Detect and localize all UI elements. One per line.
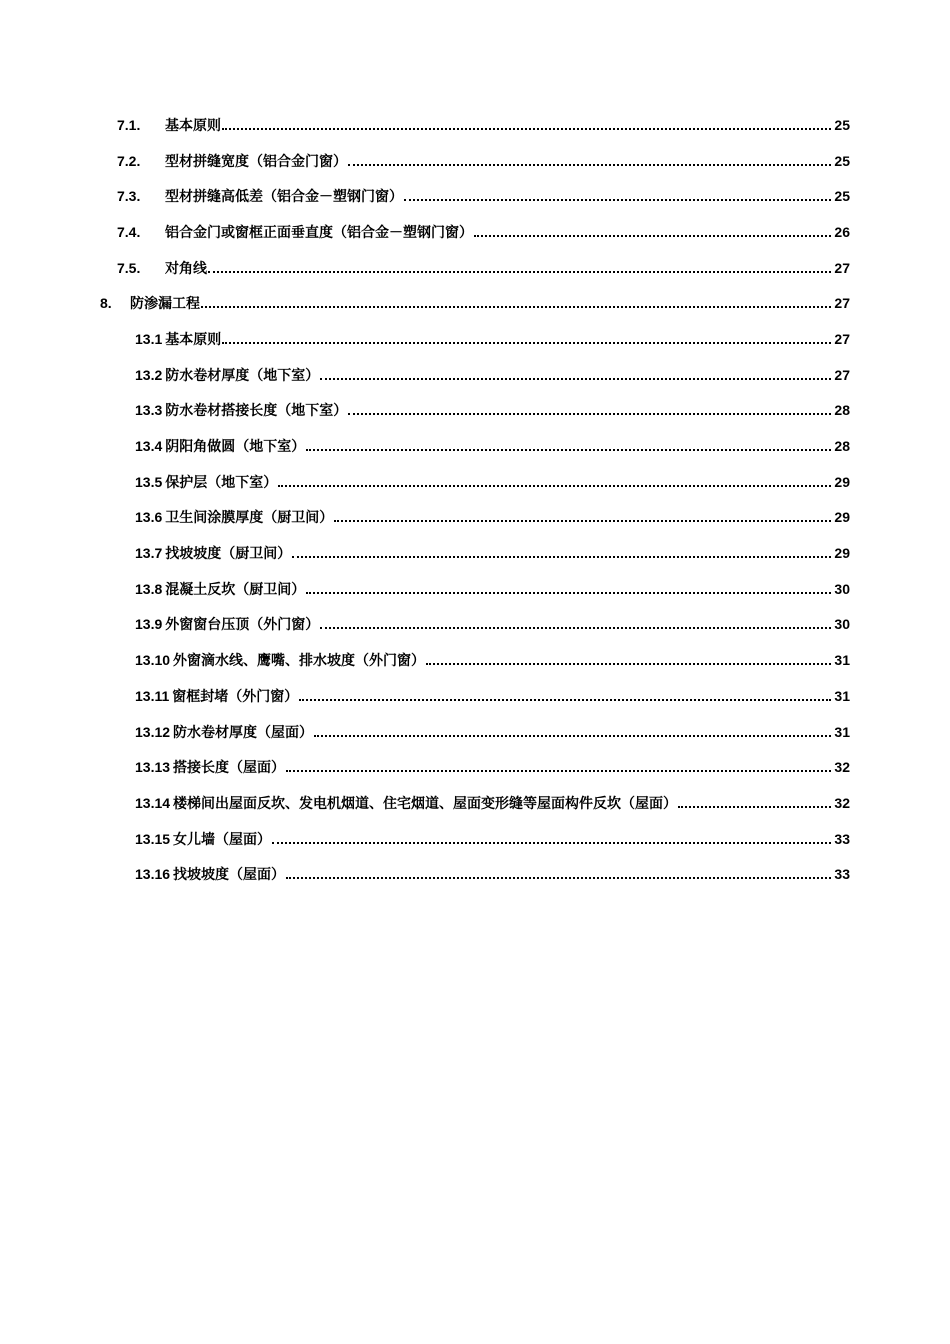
toc-entry-title: 基本原则 bbox=[165, 331, 222, 348]
toc-entry[interactable] bbox=[0, 178, 850, 214]
toc-page-number: 32 bbox=[834, 759, 850, 776]
toc-entry-number: 13.6 bbox=[135, 509, 163, 526]
toc-entry-title: 搭接长度（屋面） bbox=[173, 760, 286, 777]
toc-entry-number: 13.14 bbox=[135, 794, 171, 811]
toc-entry-title: 基本原则 bbox=[165, 117, 221, 134]
toc-entry[interactable] bbox=[0, 749, 850, 785]
toc-entry[interactable] bbox=[0, 571, 850, 607]
toc-page-number: 25 bbox=[834, 152, 850, 169]
toc-dot-leader bbox=[314, 724, 831, 740]
toc-entry[interactable] bbox=[0, 500, 850, 536]
toc-page-number: 27 bbox=[834, 330, 850, 347]
toc-entry[interactable] bbox=[0, 642, 850, 678]
toc-entry-title: 外窗滴水线、鹰嘴、排水坡度（外门窗） bbox=[173, 653, 426, 670]
toc-entry-title: 外窗窗台压顶（外门窗） bbox=[165, 617, 320, 634]
toc-dot-leader bbox=[292, 545, 831, 561]
toc-page-number: 31 bbox=[834, 652, 850, 669]
toc-page-number: 29 bbox=[834, 509, 850, 526]
toc-dot-leader bbox=[320, 367, 831, 383]
toc-entry-title: 防水卷材搭接长度（地下室） bbox=[165, 403, 348, 420]
toc-entry-title: 防水卷材厚度（地下室） bbox=[165, 367, 320, 384]
toc-dot-leader bbox=[348, 402, 831, 418]
toc-entry[interactable] bbox=[0, 714, 850, 750]
toc-entry[interactable] bbox=[0, 107, 850, 143]
toc-entry-number: 13.13 bbox=[135, 759, 171, 776]
toc-entry[interactable] bbox=[0, 535, 850, 571]
toc-entry[interactable] bbox=[0, 143, 850, 179]
toc-entry-number: 13.3 bbox=[135, 402, 163, 419]
toc-dot-leader bbox=[306, 438, 831, 454]
toc-dot-leader bbox=[286, 866, 831, 882]
toc-dot-leader bbox=[222, 331, 831, 347]
toc-entry-title: 型材拼缝高低差（铝合金－塑钢门窗） bbox=[165, 189, 403, 206]
toc-dot-leader bbox=[201, 295, 831, 311]
toc-entry[interactable] bbox=[0, 357, 850, 393]
toc-entry[interactable] bbox=[0, 821, 850, 857]
toc-dot-leader bbox=[426, 652, 831, 668]
toc-entry[interactable] bbox=[0, 285, 850, 321]
toc-entry-number: 13.4 bbox=[135, 438, 163, 455]
toc-entry-title: 保护层（地下室） bbox=[165, 474, 278, 491]
toc-dot-leader bbox=[348, 153, 831, 169]
toc-entry-number: 13.15 bbox=[135, 830, 171, 847]
toc-entry[interactable] bbox=[0, 464, 850, 500]
toc-page-number: 25 bbox=[834, 188, 850, 205]
toc-entry[interactable] bbox=[0, 856, 850, 892]
toc-entry-title: 女儿墙（屋面） bbox=[173, 831, 272, 848]
toc-entry-title: 找坡坡度（厨卫间） bbox=[165, 546, 292, 563]
toc-entry-title: 型材拼缝宽度（铝合金门窗） bbox=[165, 153, 347, 170]
toc-entry-number: 7.1. bbox=[117, 116, 141, 133]
toc-entry-title: 防渗漏工程 bbox=[130, 296, 200, 313]
toc-page-number: 31 bbox=[834, 687, 850, 704]
toc-page-number: 29 bbox=[834, 545, 850, 562]
toc-page-number: 28 bbox=[834, 402, 850, 419]
toc-entry-title: 阴阳角做圆（地下室） bbox=[165, 439, 306, 456]
toc-page-number: 27 bbox=[834, 259, 850, 276]
toc-entry-title: 混凝土反坎（厨卫间） bbox=[165, 581, 306, 598]
toc-page-number: 25 bbox=[834, 116, 850, 133]
toc-page-number: 32 bbox=[834, 794, 850, 811]
toc-entry-title: 楼梯间出屋面反坎、发电机烟道、住宅烟道、屋面变形缝等屋面构件反坎（屋面） bbox=[173, 795, 678, 812]
toc-page-number: 27 bbox=[834, 295, 850, 312]
toc-entry-title: 卫生间涂膜厚度（厨卫间） bbox=[165, 510, 334, 527]
toc-dot-leader bbox=[286, 759, 831, 775]
toc-entry[interactable] bbox=[0, 785, 850, 821]
toc-dot-leader bbox=[272, 831, 831, 847]
toc-entry-number: 13.16 bbox=[135, 866, 171, 883]
toc-entry-title: 找坡坡度（屋面） bbox=[173, 867, 286, 884]
toc-entry-number: 13.9 bbox=[135, 616, 163, 633]
toc-entry-number: 13.11 bbox=[135, 687, 170, 704]
toc-dot-leader bbox=[404, 188, 831, 204]
toc-entry[interactable] bbox=[0, 250, 850, 286]
toc-entry-number: 13.1 bbox=[135, 330, 163, 347]
toc-page-number: 27 bbox=[834, 366, 850, 383]
toc-entry-number: 7.4. bbox=[117, 223, 141, 240]
toc-dot-leader bbox=[474, 224, 831, 240]
toc-entry[interactable] bbox=[0, 678, 850, 714]
toc-entry[interactable] bbox=[0, 214, 850, 250]
toc-entry-title: 铝合金门或窗框正面垂直度（铝合金－塑钢门窗） bbox=[165, 224, 473, 241]
toc-dot-leader bbox=[320, 616, 831, 632]
toc-entry-number: 7.3. bbox=[117, 188, 141, 205]
toc-entry-number: 13.12 bbox=[135, 723, 171, 740]
toc-entry[interactable] bbox=[0, 607, 850, 643]
toc-page-number: 28 bbox=[834, 438, 850, 455]
toc-dot-leader bbox=[278, 474, 831, 490]
toc-entry-title: 对角线 bbox=[165, 260, 207, 277]
toc-page-number: 31 bbox=[834, 723, 850, 740]
toc-page-number: 29 bbox=[834, 473, 850, 490]
toc-entry-number: 7.5. bbox=[117, 259, 141, 276]
toc-page-number: 33 bbox=[834, 830, 850, 847]
toc-page-number: 33 bbox=[834, 866, 850, 883]
toc-dot-leader bbox=[299, 688, 831, 704]
toc-entry[interactable] bbox=[0, 321, 850, 357]
toc-dot-leader bbox=[678, 795, 831, 811]
toc-entry-number: 13.2 bbox=[135, 366, 163, 383]
toc-entry-number: 13.10 bbox=[135, 652, 171, 669]
toc-dot-leader bbox=[334, 509, 831, 525]
toc-entry-number: 13.7 bbox=[135, 545, 163, 562]
toc-dot-leader bbox=[222, 117, 831, 133]
toc-dot-leader bbox=[306, 581, 831, 597]
toc-entry[interactable] bbox=[0, 428, 850, 464]
toc-page-number: 26 bbox=[834, 223, 850, 240]
toc-entry-number: 13.5 bbox=[135, 473, 163, 490]
toc-entry-title: 防水卷材厚度（屋面） bbox=[173, 724, 314, 741]
table-of-contents bbox=[0, 107, 950, 892]
toc-dot-leader bbox=[208, 260, 831, 276]
toc-page-number: 30 bbox=[834, 616, 850, 633]
toc-entry-number: 8. bbox=[100, 295, 112, 312]
toc-entry-number: 13.8 bbox=[135, 580, 163, 597]
toc-entry-number: 7.2. bbox=[117, 152, 141, 169]
toc-entry-title: 窗框封堵（外门窗） bbox=[172, 688, 299, 705]
toc-page-number: 30 bbox=[834, 580, 850, 597]
toc-entry[interactable] bbox=[0, 393, 850, 429]
